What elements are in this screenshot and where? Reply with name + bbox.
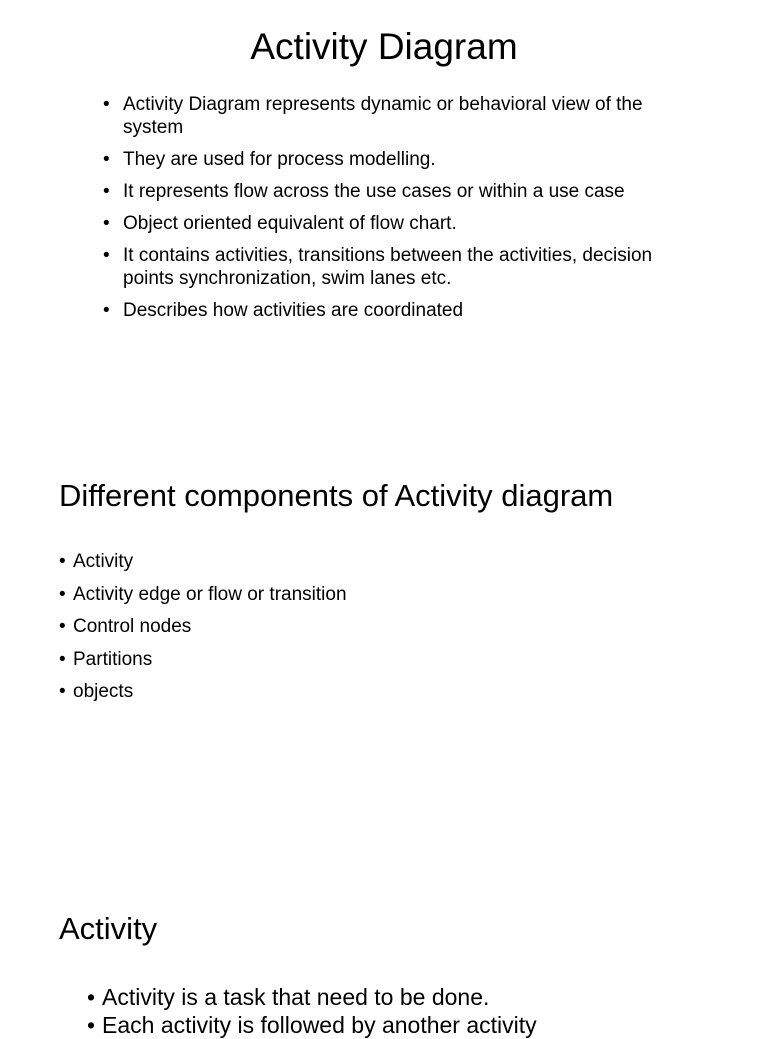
bullet-text: Activity edge or flow or transition xyxy=(73,583,347,605)
slide-2-title: Different components of Activity diagram xyxy=(59,478,614,513)
bullet-icon: • xyxy=(103,245,110,266)
list-item xyxy=(87,1011,727,1039)
slide-1-bullet-list xyxy=(103,93,683,331)
bullet-text: Control nodes xyxy=(73,616,192,637)
bullet-icon: • xyxy=(103,213,110,234)
bullet-icon: • xyxy=(87,1012,96,1038)
bullet-icon: • xyxy=(103,149,110,170)
bullet-icon: • xyxy=(103,300,110,321)
bullet-text: Activity is a task that need to be done. xyxy=(102,984,490,1010)
bullet-icon: • xyxy=(87,984,96,1010)
list-item xyxy=(103,180,683,203)
slide-3-title: Activity xyxy=(59,911,158,946)
list-item xyxy=(103,93,683,139)
slide-3-bullet-list xyxy=(87,983,727,1039)
list-item xyxy=(103,244,683,290)
list-item xyxy=(103,148,683,171)
bullet-icon: • xyxy=(59,551,66,572)
bullet-icon: • xyxy=(59,681,66,702)
list-item xyxy=(87,983,727,1011)
bullet-text: objects xyxy=(73,681,134,702)
list-item xyxy=(59,648,347,672)
bullet-text: It contains activities, transitions between the activities, decision points synchronization, swim lanes etc. xyxy=(123,245,653,289)
slide-2-bullet-list xyxy=(59,550,347,713)
list-item xyxy=(103,299,683,322)
bullet-text: Partitions xyxy=(73,648,153,670)
bullet-icon: • xyxy=(59,616,66,637)
bullet-icon: • xyxy=(103,181,110,202)
bullet-text: Activity Diagram represents dynamic or behavioral view of the system xyxy=(123,94,643,138)
bullet-text: Activity xyxy=(73,551,134,572)
bullet-icon: • xyxy=(59,648,66,670)
bullet-icon: • xyxy=(59,583,66,605)
list-item xyxy=(59,680,347,704)
list-item xyxy=(59,583,347,607)
list-item xyxy=(59,615,347,639)
slide-1-title: Activity Diagram xyxy=(250,26,518,67)
bullet-text: Object oriented equivalent of flow chart. xyxy=(123,213,457,234)
bullet-text: They are used for process modelling. xyxy=(123,149,436,170)
bullet-text: It represents flow across the use cases or within a use case xyxy=(123,181,625,202)
bullet-text: Describes how activities are coordinated xyxy=(123,300,464,321)
list-item xyxy=(103,212,683,235)
bullet-text: Each activity is followed by another activity xyxy=(102,1012,537,1038)
bullet-icon: • xyxy=(103,94,110,115)
list-item xyxy=(59,550,347,574)
